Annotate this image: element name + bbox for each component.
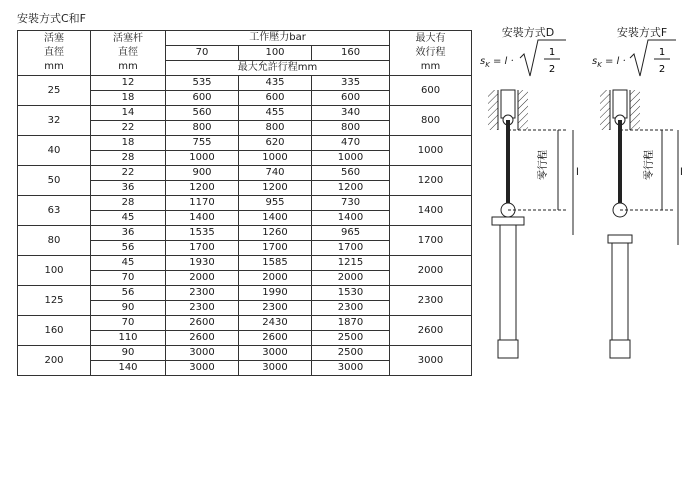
header-working-pressure: 工作壓力bar [166, 31, 390, 46]
max-stroke-cell: 1200 [390, 166, 472, 196]
stroke-value-cell: 2430 [239, 316, 312, 331]
stroke-value-cell: 740 [239, 166, 312, 181]
rod-diameter-cell: 70 [91, 271, 166, 286]
diagram-d-title: 安裝方式D [501, 26, 555, 39]
rod-diameter-cell: 18 [91, 136, 166, 151]
rod-diameter-cell: 36 [91, 181, 166, 196]
header-rod-diameter: 活塞杆 直徑 mm [91, 31, 166, 76]
diagram-f-formula: $s_K = l$ · [592, 56, 626, 69]
stroke-value-cell: 1585 [239, 256, 312, 271]
stroke-value-cell: 2000 [239, 271, 312, 286]
stroke-value-cell: 620 [239, 136, 312, 151]
stroke-value-cell: 1260 [239, 226, 312, 241]
header-piston-diameter: 活塞 直徑 mm [18, 31, 91, 76]
max-stroke-cell: 1000 [390, 136, 472, 166]
stroke-value-cell: 535 [166, 76, 239, 91]
max-stroke-cell: 2300 [390, 286, 472, 316]
stroke-value-cell: 1170 [166, 196, 239, 211]
stroke-value-cell: 1700 [239, 241, 312, 256]
diagram-f-stroke-label: 零行程 [644, 150, 655, 180]
stroke-value-cell: 2600 [239, 331, 312, 346]
stroke-value-cell: 340 [312, 106, 390, 121]
diagram-d-l-label: l [576, 167, 579, 178]
table-row [18, 136, 472, 151]
piston-diameter-cell: 80 [18, 226, 91, 256]
rod-diameter-cell: 14 [91, 106, 166, 121]
rod-diameter-cell: 12 [91, 76, 166, 91]
piston-diameter-cell: 63 [18, 196, 91, 226]
rod-diameter-cell: 22 [91, 166, 166, 181]
stroke-value-cell: 3000 [239, 361, 312, 376]
stroke-value-cell: 1400 [239, 211, 312, 226]
stroke-value-cell: 435 [239, 76, 312, 91]
rod-diameter-cell: 90 [91, 301, 166, 316]
stroke-value-cell: 3000 [239, 346, 312, 361]
rod-diameter-cell: 36 [91, 226, 166, 241]
diagram-f-title: 安裝方式F [616, 26, 668, 39]
table-row [18, 286, 472, 301]
stroke-value-cell: 2000 [312, 271, 390, 286]
stroke-value-cell: 955 [239, 196, 312, 211]
stroke-value-cell: 730 [312, 196, 390, 211]
table-row [18, 106, 472, 121]
stroke-value-cell: 1530 [312, 286, 390, 301]
max-stroke-cell: 1700 [390, 226, 472, 256]
stroke-value-cell: 1215 [312, 256, 390, 271]
rod-diameter-cell: 45 [91, 256, 166, 271]
max-stroke-cell: 800 [390, 106, 472, 136]
diagram-d-frac-num: 1 [548, 47, 556, 58]
max-stroke-cell: 600 [390, 76, 472, 106]
piston-diameter-cell: 32 [18, 106, 91, 136]
stroke-value-cell: 1200 [239, 181, 312, 196]
header-allowed-stroke: 最大允許行程mm [166, 61, 390, 76]
stroke-value-cell: 1990 [239, 286, 312, 301]
rod-diameter-cell: 70 [91, 316, 166, 331]
stroke-value-cell: 1200 [312, 181, 390, 196]
rod-diameter-cell: 56 [91, 241, 166, 256]
header-pressure-160: 160 [312, 46, 390, 61]
stroke-value-cell: 3000 [166, 361, 239, 376]
diagram-d-drawing [478, 85, 588, 365]
stroke-value-cell: 755 [166, 136, 239, 151]
diagram-f-drawing [590, 85, 690, 365]
max-stroke-cell: 3000 [390, 346, 472, 376]
piston-diameter-cell: 100 [18, 256, 91, 286]
stroke-value-cell: 335 [312, 76, 390, 91]
stroke-table [17, 30, 472, 376]
rod-diameter-cell: 28 [91, 151, 166, 166]
stroke-value-cell: 600 [312, 91, 390, 106]
header-pressure-70: 70 [166, 46, 239, 61]
max-stroke-cell: 1400 [390, 196, 472, 226]
rod-diameter-cell: 110 [91, 331, 166, 346]
piston-diameter-cell: 200 [18, 346, 91, 376]
header-max-stroke: 最大有 效行程 mm [390, 31, 472, 76]
piston-diameter-cell: 50 [18, 166, 91, 196]
stroke-value-cell: 900 [166, 166, 239, 181]
stroke-value-cell: 1000 [312, 151, 390, 166]
table-body [18, 76, 472, 376]
diagram-f-frac-den: 2 [658, 64, 666, 75]
piston-diameter-cell: 40 [18, 136, 91, 166]
table-row [18, 76, 472, 91]
rod-diameter-cell: 140 [91, 361, 166, 376]
table-row [18, 346, 472, 361]
max-stroke-cell: 2000 [390, 256, 472, 286]
stroke-value-cell: 560 [166, 106, 239, 121]
diagram-f-l-label: l [680, 167, 683, 178]
stroke-value-cell: 3000 [166, 346, 239, 361]
stroke-value-cell: 1700 [166, 241, 239, 256]
stroke-value-cell: 2300 [312, 301, 390, 316]
stroke-value-cell: 600 [166, 91, 239, 106]
stroke-value-cell: 3000 [312, 361, 390, 376]
stroke-value-cell: 1930 [166, 256, 239, 271]
diagram-f-frac-num: 1 [658, 47, 666, 58]
stroke-value-cell: 560 [312, 166, 390, 181]
table-row [18, 166, 472, 181]
stroke-value-cell: 1000 [166, 151, 239, 166]
diagram-f-sqrt [628, 36, 678, 80]
stroke-value-cell: 1700 [312, 241, 390, 256]
stroke-value-cell: 2600 [166, 316, 239, 331]
stroke-value-cell: 965 [312, 226, 390, 241]
diagram-d-sqrt [518, 36, 568, 80]
table-row [18, 226, 472, 241]
piston-diameter-cell: 25 [18, 76, 91, 106]
stroke-value-cell: 2300 [166, 301, 239, 316]
stroke-value-cell: 2500 [312, 346, 390, 361]
stroke-value-cell: 2500 [312, 331, 390, 346]
stroke-value-cell: 1535 [166, 226, 239, 241]
rod-diameter-cell: 28 [91, 196, 166, 211]
stroke-value-cell: 1200 [166, 181, 239, 196]
rod-diameter-cell: 45 [91, 211, 166, 226]
stroke-value-cell: 1400 [166, 211, 239, 226]
stroke-value-cell: 800 [166, 121, 239, 136]
stroke-value-cell: 1000 [239, 151, 312, 166]
stroke-value-cell: 2600 [166, 331, 239, 346]
table-row [18, 256, 472, 271]
stroke-value-cell: 470 [312, 136, 390, 151]
stroke-value-cell: 1870 [312, 316, 390, 331]
table-row [18, 196, 472, 211]
table-row [18, 316, 472, 331]
stroke-value-cell: 455 [239, 106, 312, 121]
stroke-value-cell: 800 [312, 121, 390, 136]
piston-diameter-cell: 125 [18, 286, 91, 316]
stroke-value-cell: 1400 [312, 211, 390, 226]
stroke-value-cell: 600 [239, 91, 312, 106]
header-pressure-100: 100 [239, 46, 312, 61]
stroke-value-cell: 2000 [166, 271, 239, 286]
stroke-value-cell: 800 [239, 121, 312, 136]
rod-diameter-cell: 18 [91, 91, 166, 106]
diagram-d-formula: $s_K = l$ · [480, 56, 514, 69]
rod-diameter-cell: 22 [91, 121, 166, 136]
rod-diameter-cell: 90 [91, 346, 166, 361]
page-heading: 安裝方式C和F [17, 12, 87, 25]
stroke-value-cell: 2300 [239, 301, 312, 316]
piston-diameter-cell: 160 [18, 316, 91, 346]
diagram-d-frac-den: 2 [548, 64, 556, 75]
rod-diameter-cell: 56 [91, 286, 166, 301]
max-stroke-cell: 2600 [390, 316, 472, 346]
diagram-d-stroke-label: 零行程 [538, 150, 549, 180]
stroke-value-cell: 2300 [166, 286, 239, 301]
